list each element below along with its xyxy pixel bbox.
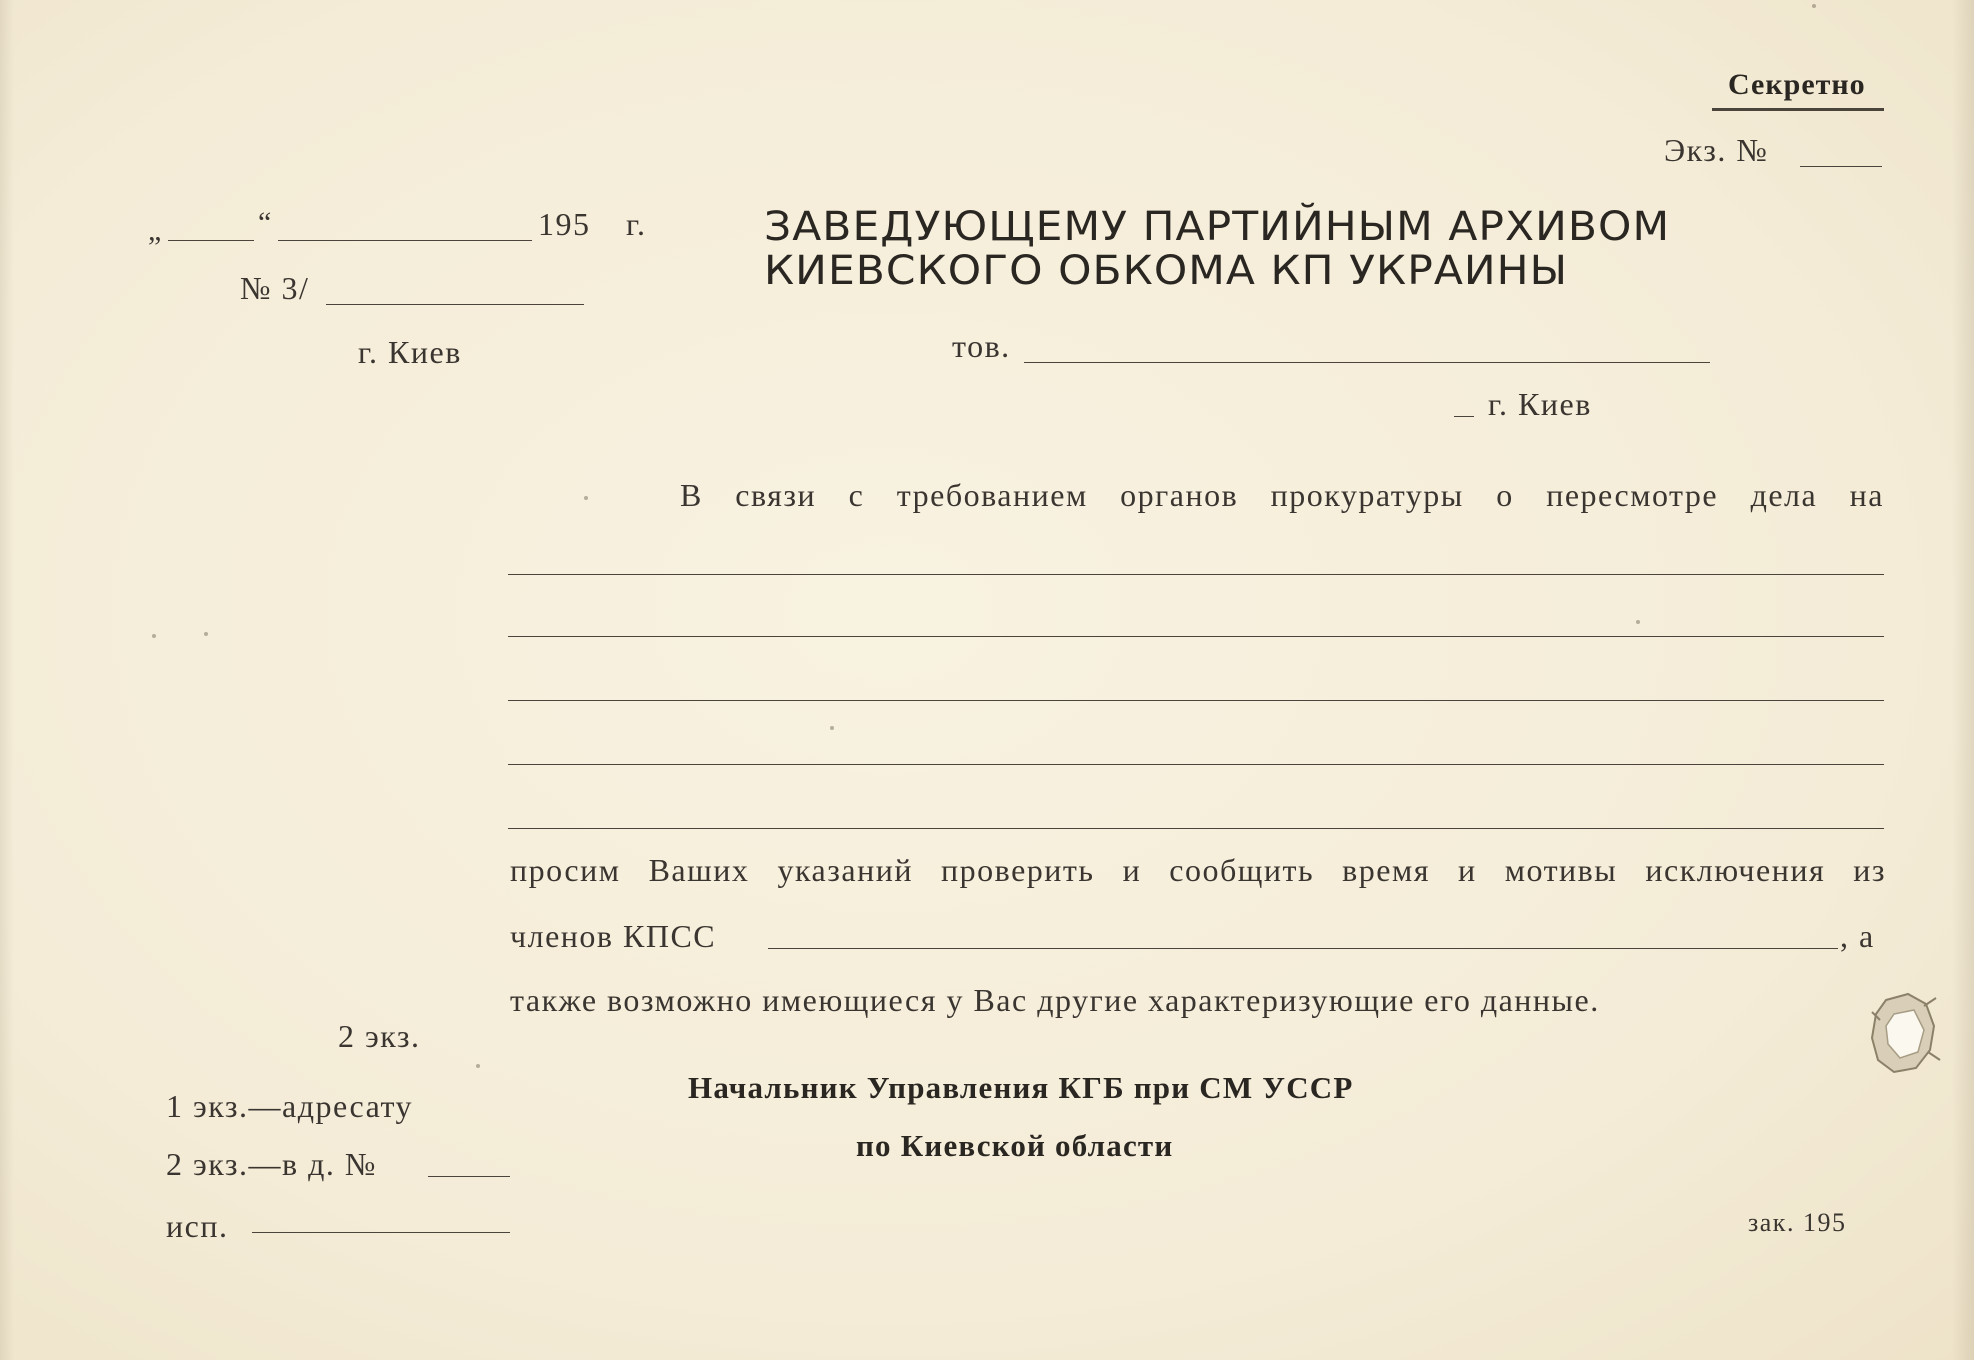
copies-count: 2 экз. (338, 1018, 421, 1054)
request-line-2-label: членов КПСС (510, 918, 717, 954)
paper-left-edge (0, 0, 14, 1360)
print-order-number: зак. 195 (1748, 1208, 1847, 1237)
request-line-3: также возможно имеющиеся у Вас другие характеризующие его данные. (510, 982, 1600, 1018)
outgoing-number-label: № 3/ (240, 270, 310, 306)
paper-speck (476, 1064, 480, 1068)
addressee-line-1: ЗАВЕДУЮЩЕМУ ПАРТИЙНЫМ АРХИВОМ (764, 204, 1671, 250)
case-subject-line-1 (508, 574, 1884, 575)
copy-number-label: Экз. № (1664, 132, 1769, 168)
date-year-suffix: г. (626, 206, 647, 242)
comrade-name-line (1024, 362, 1710, 363)
date-year: 195 (538, 206, 591, 242)
body-intro: В связи с требованием органов прокуратуры о пересмотре дела на (680, 477, 1884, 513)
paper-speck (152, 634, 156, 638)
executor-line (252, 1232, 510, 1233)
case-subject-line-4 (508, 764, 1884, 765)
date-month-line (278, 240, 532, 241)
date-day-line (168, 240, 254, 241)
paper-right-edge (1952, 0, 1974, 1360)
addressee-city-dash (1454, 416, 1474, 417)
copy-1-recipient: 1 экз.—адресату (166, 1088, 414, 1124)
executor-label: исп. (166, 1208, 229, 1244)
addressee-city: г. Киев (1488, 386, 1592, 422)
signature-line-1: Начальник Управления КГБ при СМ УССР (688, 1070, 1354, 1105)
copy-2-file: 2 экз.—в д. № (166, 1146, 377, 1182)
case-subject-line-2 (508, 636, 1884, 637)
comrade-label: тов. (952, 328, 1011, 364)
paper-speck (1636, 620, 1640, 624)
file-number-line (428, 1176, 510, 1177)
date-open-quote: „ (148, 214, 163, 247)
date-close-quote: “ (258, 206, 273, 239)
copy-number-line (1800, 166, 1882, 167)
classification-underline (1712, 108, 1884, 111)
addressee-line-2: КИЕВСКОГО ОБКОМА КП УКРАИНЫ (764, 248, 1569, 294)
paper-speck (204, 632, 208, 636)
paper-speck (1812, 4, 1816, 8)
request-line-2-end: , а (1840, 918, 1875, 954)
outgoing-number-line (326, 304, 584, 305)
request-line-1: просим Ваших указаний проверить и сообщить время и мотивы исключения из (510, 852, 1886, 888)
sender-city: г. Киев (358, 334, 462, 370)
case-subject-line-3 (508, 700, 1884, 701)
classification-label: Секретно (1728, 68, 1866, 101)
paper-speck (830, 726, 834, 730)
paper-speck (584, 496, 588, 500)
signature-line-2: по Киевской области (856, 1128, 1174, 1163)
paper-hole (1864, 990, 1944, 1080)
case-subject-line-5 (508, 828, 1884, 829)
party-member-name-line (768, 948, 1838, 949)
